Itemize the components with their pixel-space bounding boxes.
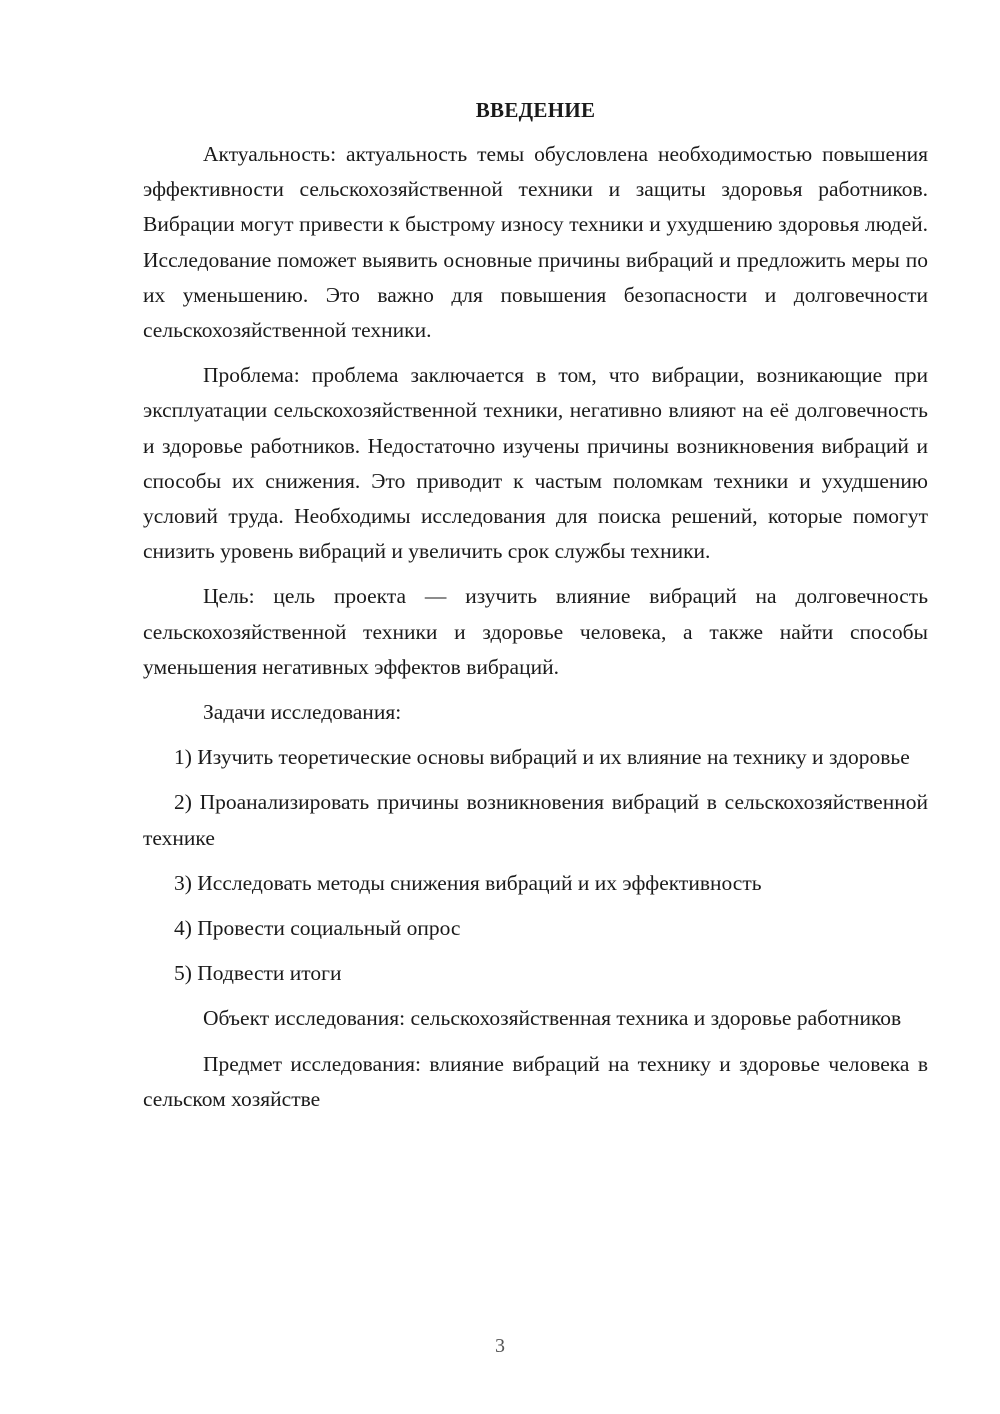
subject-paragraph: Предмет исследования: влияние вибраций на технику и здоровье человека в сельском хозяйстве <box>143 1051 928 1111</box>
object-paragraph: Объект исследования: сельскохозяйственная техника и здоровье работников <box>203 1006 902 1031</box>
relevance-paragraph: Актуальность: актуальность темы обусловлена необходимостью повышения эффективности сельскохозяйственной техники и защиты здоровья работников. Вибрации могут привести к быстрому износу техники и ухудшению здоровья людей. Исследование поможет выявить основные причины вибраций и предложить меры по их уменьшению. Это важно для повышения безопасности и долговечности сельскохозяйственной техники. <box>143 142 928 343</box>
problem-paragraph: Проблема: проблема заключается в том, что вибрации, возникающие при эксплуатации сельскохозяйственной техники, негативно влияют на её долговечность и здоровье работников. Недостаточно изучены причины возникновения вибраций и способы их снижения. Это приводит к частым поломкам техники и ухудшению условий труда. Необходимы исследования для поиска решений, которые помогут снизить уровень вибраций и увеличить срок службы техники. <box>143 363 928 564</box>
tasks-heading: Задачи исследования: <box>203 700 402 725</box>
tasks-list <box>143 740 928 991</box>
task-item-5: 5) Подвести итоги <box>174 961 342 986</box>
task-item-3: 3) Исследовать методы снижения вибраций и их эффективность <box>174 870 762 895</box>
document-page <box>143 96 928 1127</box>
page-number: 3 <box>495 1335 505 1357</box>
task-item-4: 4) Провести социальный опрос <box>174 916 461 941</box>
page-title: ВВЕДЕНИЕ <box>475 98 596 122</box>
task-item-1: 1) Изучить теоретические основы вибраций и их влияние на технику и здоровье <box>174 745 910 770</box>
goal-paragraph: Цель: цель проекта — изучить влияние вибраций на долговечность сельскохозяйственной техники и здоровье человека, а также найти способы уменьшения негативных эффектов вибраций. <box>143 584 928 679</box>
task-item-2: 2) Проанализировать причины возникновения вибраций в сельскохозяйственной технике <box>143 790 928 850</box>
